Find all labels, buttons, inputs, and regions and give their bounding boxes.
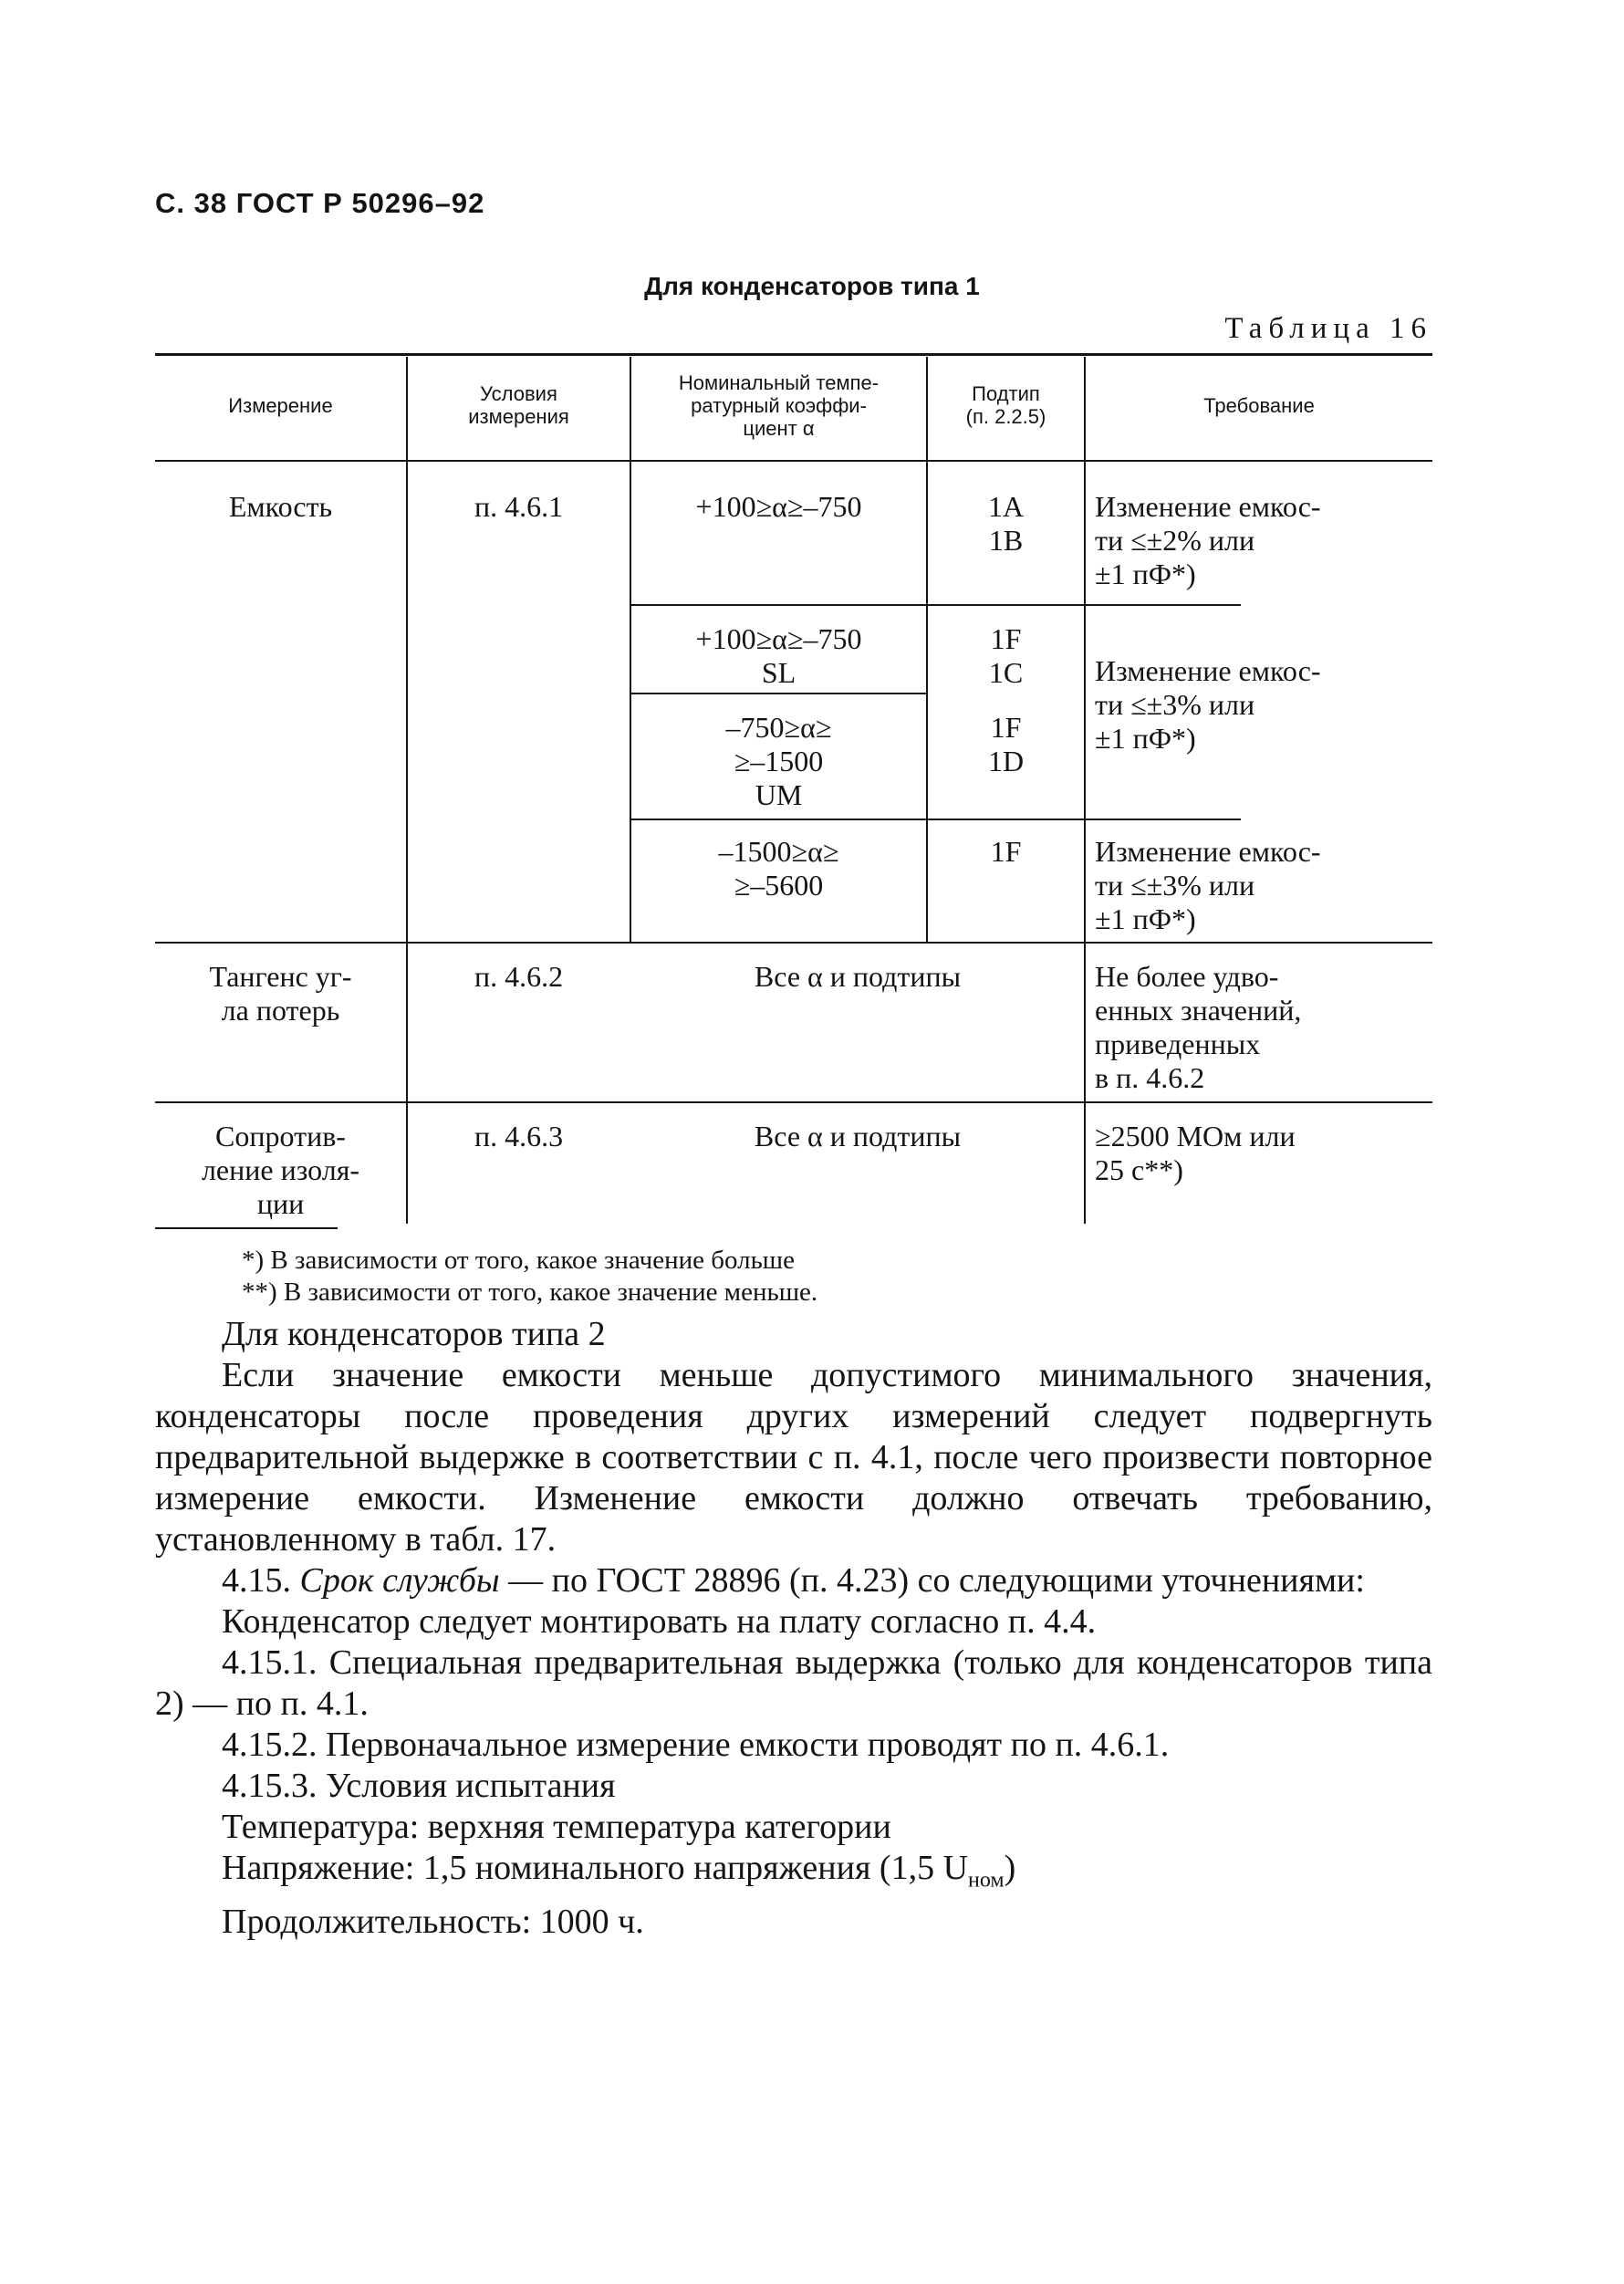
header-coefficient: Номинальный темпе- ратурный коэффи- циент α [678,371,880,440]
body-paragraph-voltage [155,1848,1432,1902]
body-paragraph: 4.15.2. Первоначальное измерение емкости проводят по п. 4.6.1. [222,1726,1170,1764]
footnote-2: **) В зависимости от того, какое значение меньше. [242,1278,818,1307]
cell-tangent-condition: п. 4.6.2 [474,960,564,993]
clause-title: Срок службы [299,1561,500,1600]
row-rule [155,1101,1432,1103]
cell-insulation-subtypes: Все α и подтипы [754,1120,962,1152]
body-heading-type2: Для конденсаторов типа 2 [222,1315,606,1353]
row-rule [630,819,1241,820]
cell-insulation: Сопротив- ление изоля- ции [201,1120,360,1220]
clause-number: 4.15. [222,1561,291,1600]
cell-insulation-requirement: ≥2500 МОм или 25 с**) [1095,1120,1296,1186]
row-rule [155,942,1432,944]
cell-coef-row4: –1500≥α≥ ≥–5600 [718,835,839,902]
clause-text: — по ГОСТ 28896 (п. 4.23) со следующими уточнениями: [508,1561,1365,1600]
header-requirement: Требование [1203,394,1315,417]
body-paragraph-service-life [155,1560,1432,1601]
cell-subtype-row4: 1F [990,835,1022,868]
cell-subtype-row2: 1F 1C [988,622,1024,689]
cell-capacitance-condition: п. 4.6.1 [474,490,564,523]
body-text [155,1314,1432,1943]
page-header: С. 38 ГОСТ Р 50296–92 [155,187,485,219]
table-caption: Для конденсаторов типа 1 [644,272,980,300]
table-header-rule [155,460,1432,462]
cell-subtype-row3: 1F 1D [987,711,1025,777]
header-subtype: Подтип (п. 2.2.5) [965,382,1046,428]
cell-requirement-row1: Изменение емкос- ти ≤±2% или ±1 пФ*) [1095,490,1321,590]
voltage-close: ) [1004,1849,1016,1887]
header-measurement: Измерение [228,394,333,417]
cell-requirement-row2-3: Изменение емкос- ти ≤±3% или ±1 пФ*) [1095,654,1321,755]
cell-tangent: Тангенс уг- ла потерь [209,960,352,1027]
table-top-rule [155,353,1432,356]
cell-coef-row1: +100≥α≥–750 [695,490,862,523]
body-paragraph: 4.15.3. Условия испытания [222,1767,616,1805]
cell-capacitance: Емкость [228,490,333,523]
row-rule [630,693,926,694]
column-rule [406,357,408,1224]
body-paragraph: Продолжительность: 1000 ч. [222,1902,644,1941]
body-paragraph: Если значение емкости меньше допустимого минимального значения, конденсаторы после проведения других измерений следует подвергнуть предварительной выдержке в соответствии с п. 4.1, после чего произвести повторное измерение емкости. Изменение емкости должно отвечать требованию, установленному в табл. 17. [155,1356,1432,1559]
footnote-1: *) В зависимости от того, какое значение больше [242,1246,796,1275]
row-rule [630,604,1241,606]
cell-coef-row3: –750≥α≥ ≥–1500 UM [725,711,832,811]
cell-requirement-row4: Изменение емкос- ти ≤±3% или ±1 пФ*) [1095,835,1321,935]
body-paragraph: Температура: верхняя температура категории [222,1808,891,1846]
cell-coef-row2: +100≥α≥–750 SL [695,622,862,689]
requirements-table [155,353,1432,1229]
table-bottom-rule [155,1227,338,1229]
column-rule [1084,357,1086,1224]
cell-tangent-subtypes: Все α и подтипы [754,960,962,993]
header-conditions: Условия измерения [468,382,569,428]
body-paragraph: 4.15.1. Специальная предварительная выдержка (только для конденсаторов типа 2) — по п. 4.1. [155,1643,1432,1723]
table-number: Таблица 16 [1224,312,1432,345]
body-paragraph: Конденсатор следует монтировать на плату согласно п. 4.4. [222,1602,1097,1641]
cell-subtype-row1: 1A 1B [987,490,1025,557]
voltage-subscript: ном [968,1868,1005,1893]
cell-tangent-requirement: Не более удво- енных значений, приведенных в п. 4.6.2 [1095,960,1302,1094]
voltage-text: Напряжение: 1,5 номинального напряжения (1,5 U [222,1849,969,1887]
cell-insulation-condition: п. 4.6.3 [474,1120,564,1152]
